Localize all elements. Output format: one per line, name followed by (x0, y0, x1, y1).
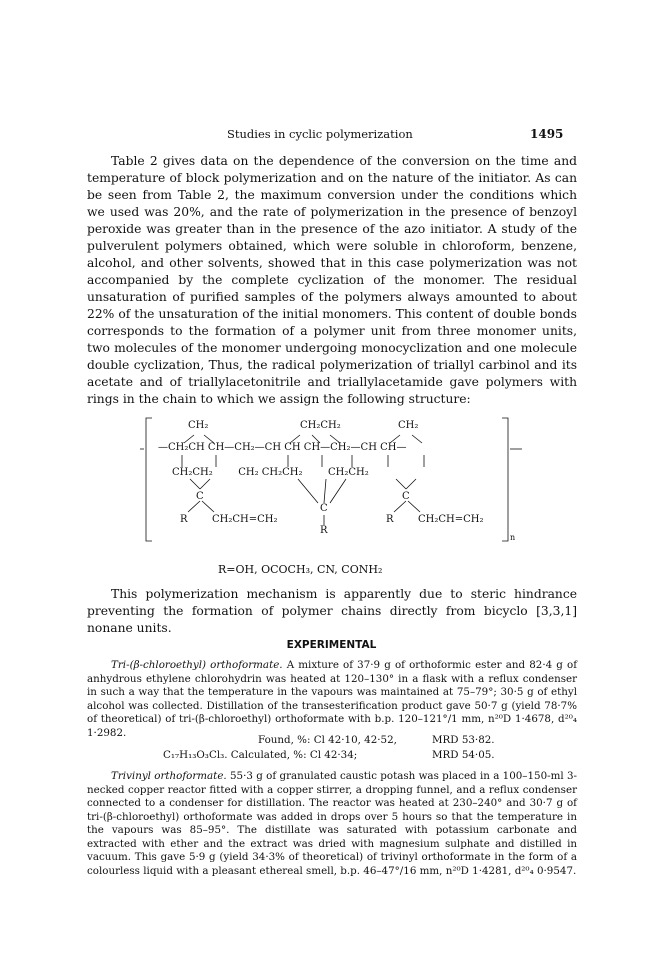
paragraph-4-text: 55·3 g of granulated caustic potash was placed in a 100–150-ml 3-necked copper reactor fitted with a copper stirrer, a dropping funnel, and a reflux condenser connected to a condenser for distillation. The reactor was heated at 230–240° and 30·7 g of tri-(β-chloroethyl) orthoformate was added in drops over 5 hours so that the temperature in the vapours was 85–95°. The distillate was saturated with potassium carbonate and extracted with ether and the extract was dried with magnesium sulphate and distilled in vacuum. This gave 5·9 g (yield 34·3% of theoretical) of trivinyl orthoformate in the form of a colourless liquid with a pleasant ethereal smell, b.p. 46–47°/16 mm, n²⁰D 1·4281, d²⁰₄ 0·9547. (87, 770, 577, 877)
calculated-values: C₁₇H₁₃O₃Cl₃. Calculated, %: Cl 42·34; (163, 749, 358, 761)
carbon-mid: C (320, 503, 328, 514)
calculated-mr: MRD 54·05. (432, 749, 495, 761)
found-values: Found, %: Cl 42·10, 42·52, (258, 734, 397, 746)
r-left: R (180, 514, 188, 525)
carbon-right: C (402, 491, 410, 502)
r-definition: R=OH, OCOCH₃, CN, CONH₂ (218, 563, 383, 576)
r-right: R (386, 514, 394, 525)
polymer-structure-diagram (140, 415, 530, 560)
paragraph-3-text: A mixture of 37·9 g of orthoformic ester and 82·4 g of anhydrous ethylene chlorohydrin was heated at 120–130° in a flask with a reflux condenser in such a way that the temperature in the vapours was maintained at 75–79°; 30·5 g of ethyl alcohol was collected. Distillation of the transesterification product gave 50·7 g (yield 78·7% of theoretical) of tri-(β-chloroethyl) orthoformate with b.p. 120–121°/1 mm, n²⁰D 1·4678, d²⁰₄ 1·2982. (87, 659, 578, 739)
allyl-left: CH₂CH=CH₂ (212, 514, 278, 525)
paragraph-4 (87, 770, 577, 878)
ch2-label-3: CH₂ (398, 420, 419, 431)
page-number: 1495 (530, 127, 564, 141)
ring-row-label: CH₂CH₂ CH₂ CH₂CH₂ CH₂CH₂ (172, 467, 369, 478)
paragraph-2-text: This polymerization mechanism is apparently due to steric hindrance preventing the formation of polymer chains directly from bicyclo [3,3,1] nonane units. (87, 587, 577, 635)
running-head (0, 127, 663, 143)
paragraph-3-title: Tri-(β-chloroethyl) orthoformate. (111, 659, 283, 671)
running-head-title: Studies in cyclic polymerization (227, 127, 413, 141)
subscript-n: n (510, 533, 516, 542)
structure-bonds (140, 415, 530, 560)
paragraph-1-text: Table 2 gives data on the dependence of the conversion on the time and temperature of block polymerization and on the nature of the initiator. As can be seen from Table 2, the maximum conversion under the conditions which we used was 20%, and the rate of polymerization in the presence of benzoyl peroxide was greater than in the presence of the azo initiator. A study of the pulverulent polymers obtained, which were soluble in chloroform, benzene, alcohol, and other solvents, showed that in this case polymerization was not accompanied by the complete cyclization of the monomer. The residual unsaturation of purified samples of the polymers always amounted to about 22% of the unsaturation of the initial monomers. This content of double bonds corresponds to the formation of a polymer unit from three monomer units, two molecules of the monomer undergoing monocyclization and one molecule double cyclization, Thus, the radical polymerization of triallyl carbinol and its acetate and of triallylacetonitrile and triallylacetamide gave polymers with rings in the chain to which we assign the following structure: (87, 154, 577, 406)
experimental-heading: EXPERIMENTAL (286, 639, 377, 651)
paragraph-4-title: Trivinyl orthoformate. (111, 770, 227, 782)
allyl-right: CH₂CH=CH₂ (418, 514, 484, 525)
paragraph-3 (87, 659, 577, 740)
r-mid: R (320, 525, 328, 536)
ch2-label-1: CH₂ (188, 420, 209, 431)
paragraph-2 (87, 586, 577, 637)
found-mr: MRD 53·82. (432, 734, 495, 746)
polymer-chain-label: —CH₂CH CH—CH₂—CH CH CH—CH₂—CH CH— (158, 442, 407, 453)
paragraph-1 (87, 153, 577, 408)
carbon-left: C (196, 491, 204, 502)
ch2ch2-label-top: CH₂CH₂ (300, 420, 341, 431)
